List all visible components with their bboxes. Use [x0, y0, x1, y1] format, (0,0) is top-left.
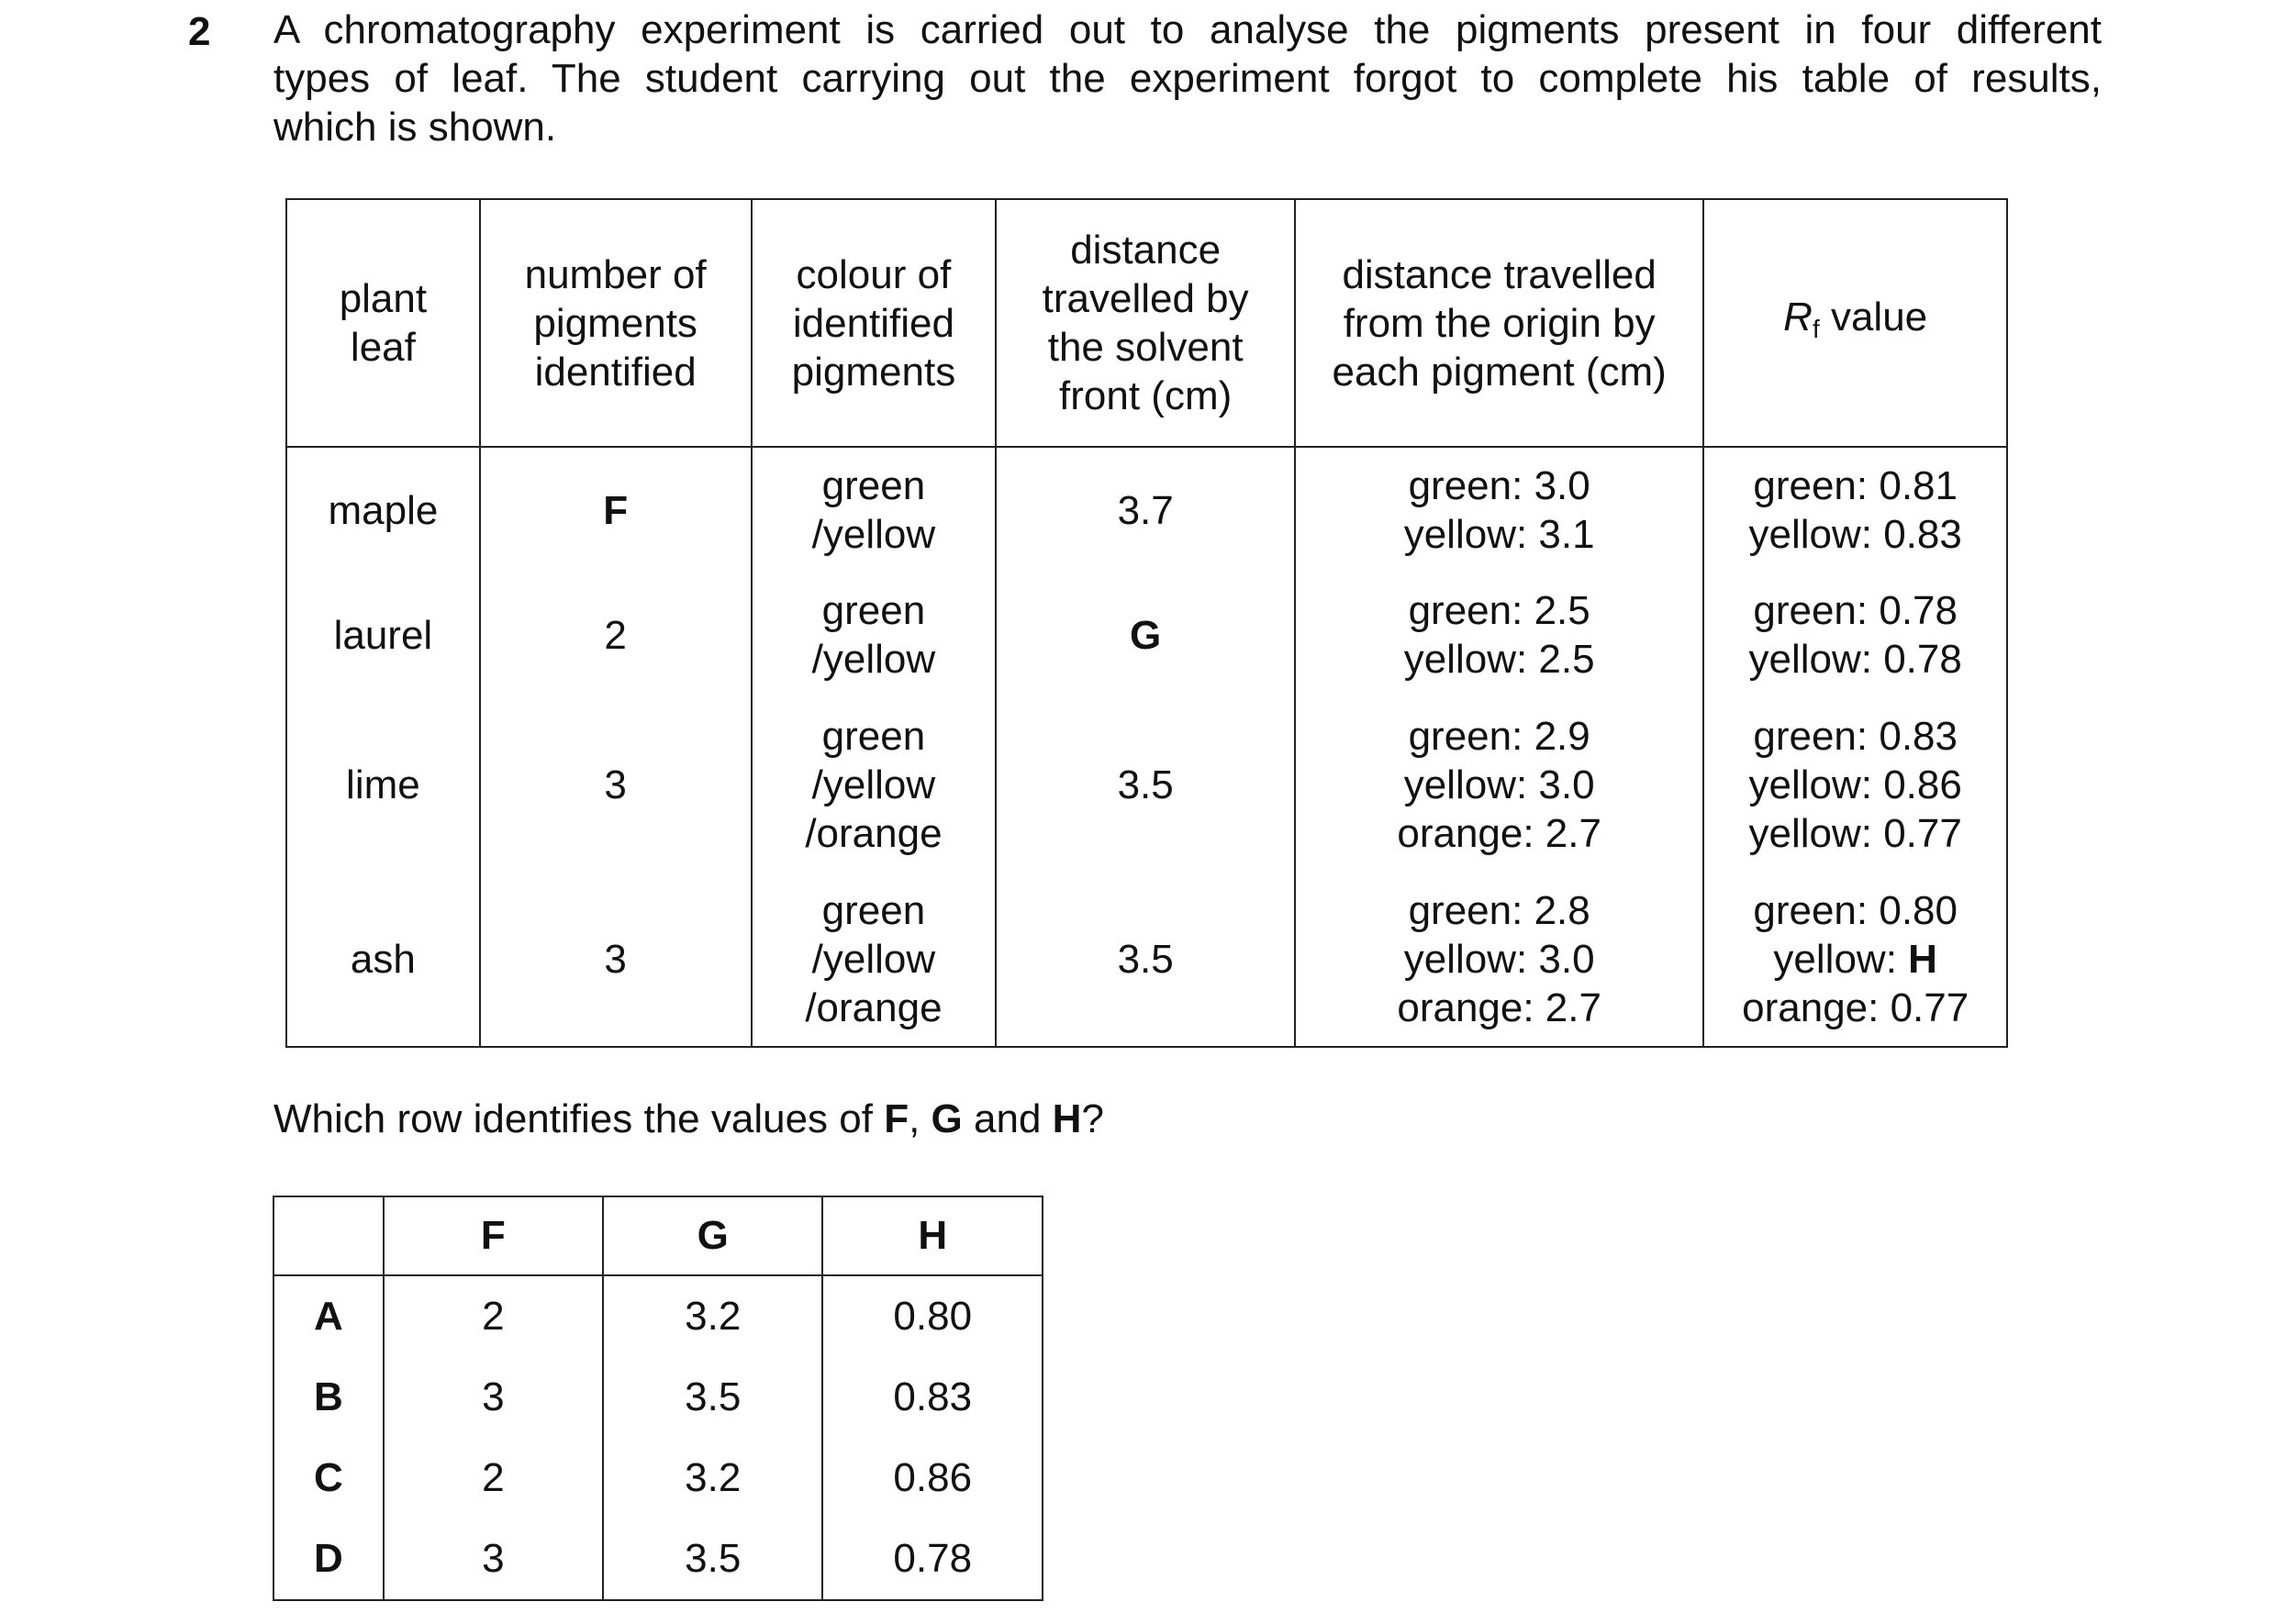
option-g: 3.5	[603, 1518, 822, 1600]
cell-leaf: maple	[286, 447, 480, 573]
option-f: 2	[384, 1275, 603, 1357]
table-row	[286, 573, 2007, 697]
cell-colours: green /yellow	[752, 447, 997, 573]
answer-row-d[interactable]	[273, 1518, 1043, 1600]
cell-distances: green: 2.9 yellow: 3.0 orange: 2.7	[1295, 697, 1703, 872]
option-letter[interactable]: D	[273, 1518, 384, 1600]
cell-colours: green /yellow /orange	[752, 697, 997, 872]
answer-header-row	[273, 1196, 1043, 1275]
cell-colours: green /yellow /orange	[752, 872, 997, 1047]
option-letter[interactable]: B	[273, 1357, 384, 1438]
header-colour-of-pigments: colour of identified pigments	[752, 199, 997, 447]
answer-row-b[interactable]	[273, 1357, 1043, 1438]
cell-distances: green: 3.0 yellow: 3.1	[1295, 447, 1703, 573]
results-header-row	[286, 199, 2007, 447]
cell-rf: green: 0.83 yellow: 0.86 yellow: 0.77	[1703, 697, 2007, 872]
results-table	[285, 198, 2008, 1048]
header-number-of-pigments: number of pigments identified	[480, 199, 752, 447]
cell-leaf: lime	[286, 697, 480, 872]
header-option	[273, 1196, 384, 1275]
option-g: 3.2	[603, 1438, 822, 1518]
stem-line-3: which is shown.	[273, 105, 557, 150]
option-f: 2	[384, 1438, 603, 1518]
header-h: H	[822, 1196, 1043, 1275]
cell-rf: green: 0.81 yellow: 0.83	[1703, 447, 2007, 573]
header-solvent-front-distance: distance travelled by the solvent front (cm)	[996, 199, 1295, 447]
cell-num-pigments: 2	[480, 573, 752, 697]
cell-solvent: 3.5	[996, 872, 1295, 1047]
stem-line-2: types of leaf. The student carrying out the experiment forgot to complete his table of results,	[273, 56, 2102, 101]
cell-num-pigments: F	[480, 447, 752, 573]
header-plant-leaf: plant leaf	[286, 199, 480, 447]
question-stem	[273, 6, 2102, 151]
header-g: G	[603, 1196, 822, 1275]
option-letter[interactable]: A	[273, 1275, 384, 1357]
cell-distances: green: 2.8 yellow: 3.0 orange: 2.7	[1295, 872, 1703, 1047]
question-prompt: Which row identifies the values of F, G and H?	[273, 1096, 1104, 1141]
cell-colours: green /yellow	[752, 573, 997, 697]
option-g: 3.2	[603, 1275, 822, 1357]
answer-row-a[interactable]	[273, 1275, 1043, 1357]
option-f: 3	[384, 1357, 603, 1438]
option-g: 3.5	[603, 1357, 822, 1438]
header-f: F	[384, 1196, 603, 1275]
header-rf-value: $R_f$ value	[1703, 199, 2007, 447]
cell-rf: green: 0.78 yellow: 0.78	[1703, 573, 2007, 697]
option-h: 0.78	[822, 1518, 1043, 1600]
option-h: 0.80	[822, 1275, 1043, 1357]
cell-solvent: G	[996, 573, 1295, 697]
cell-num-pigments: 3	[480, 872, 752, 1047]
answer-options-table	[273, 1196, 1043, 1601]
option-letter[interactable]: C	[273, 1438, 384, 1518]
option-h: 0.86	[822, 1438, 1043, 1518]
cell-leaf: laurel	[286, 573, 480, 697]
cell-solvent: 3.7	[996, 447, 1295, 573]
cell-num-pigments: 3	[480, 697, 752, 872]
cell-distances: green: 2.5 yellow: 2.5	[1295, 573, 1703, 697]
table-row	[286, 697, 2007, 872]
option-f: 3	[384, 1518, 603, 1600]
option-h: 0.83	[822, 1357, 1043, 1438]
header-pigment-distance: distance travelled from the origin by each pigment (cm)	[1295, 199, 1703, 447]
table-row	[286, 872, 2007, 1047]
table-row	[286, 447, 2007, 573]
question-number: 2	[188, 9, 211, 54]
cell-rf: green: 0.80 yellow: H orange: 0.77	[1703, 872, 2007, 1047]
stem-line-1: A chromatography experiment is carried out to analyse the pigments present in four different	[273, 7, 2102, 52]
answer-row-c[interactable]	[273, 1438, 1043, 1518]
cell-leaf: ash	[286, 872, 480, 1047]
cell-solvent: 3.5	[996, 697, 1295, 872]
